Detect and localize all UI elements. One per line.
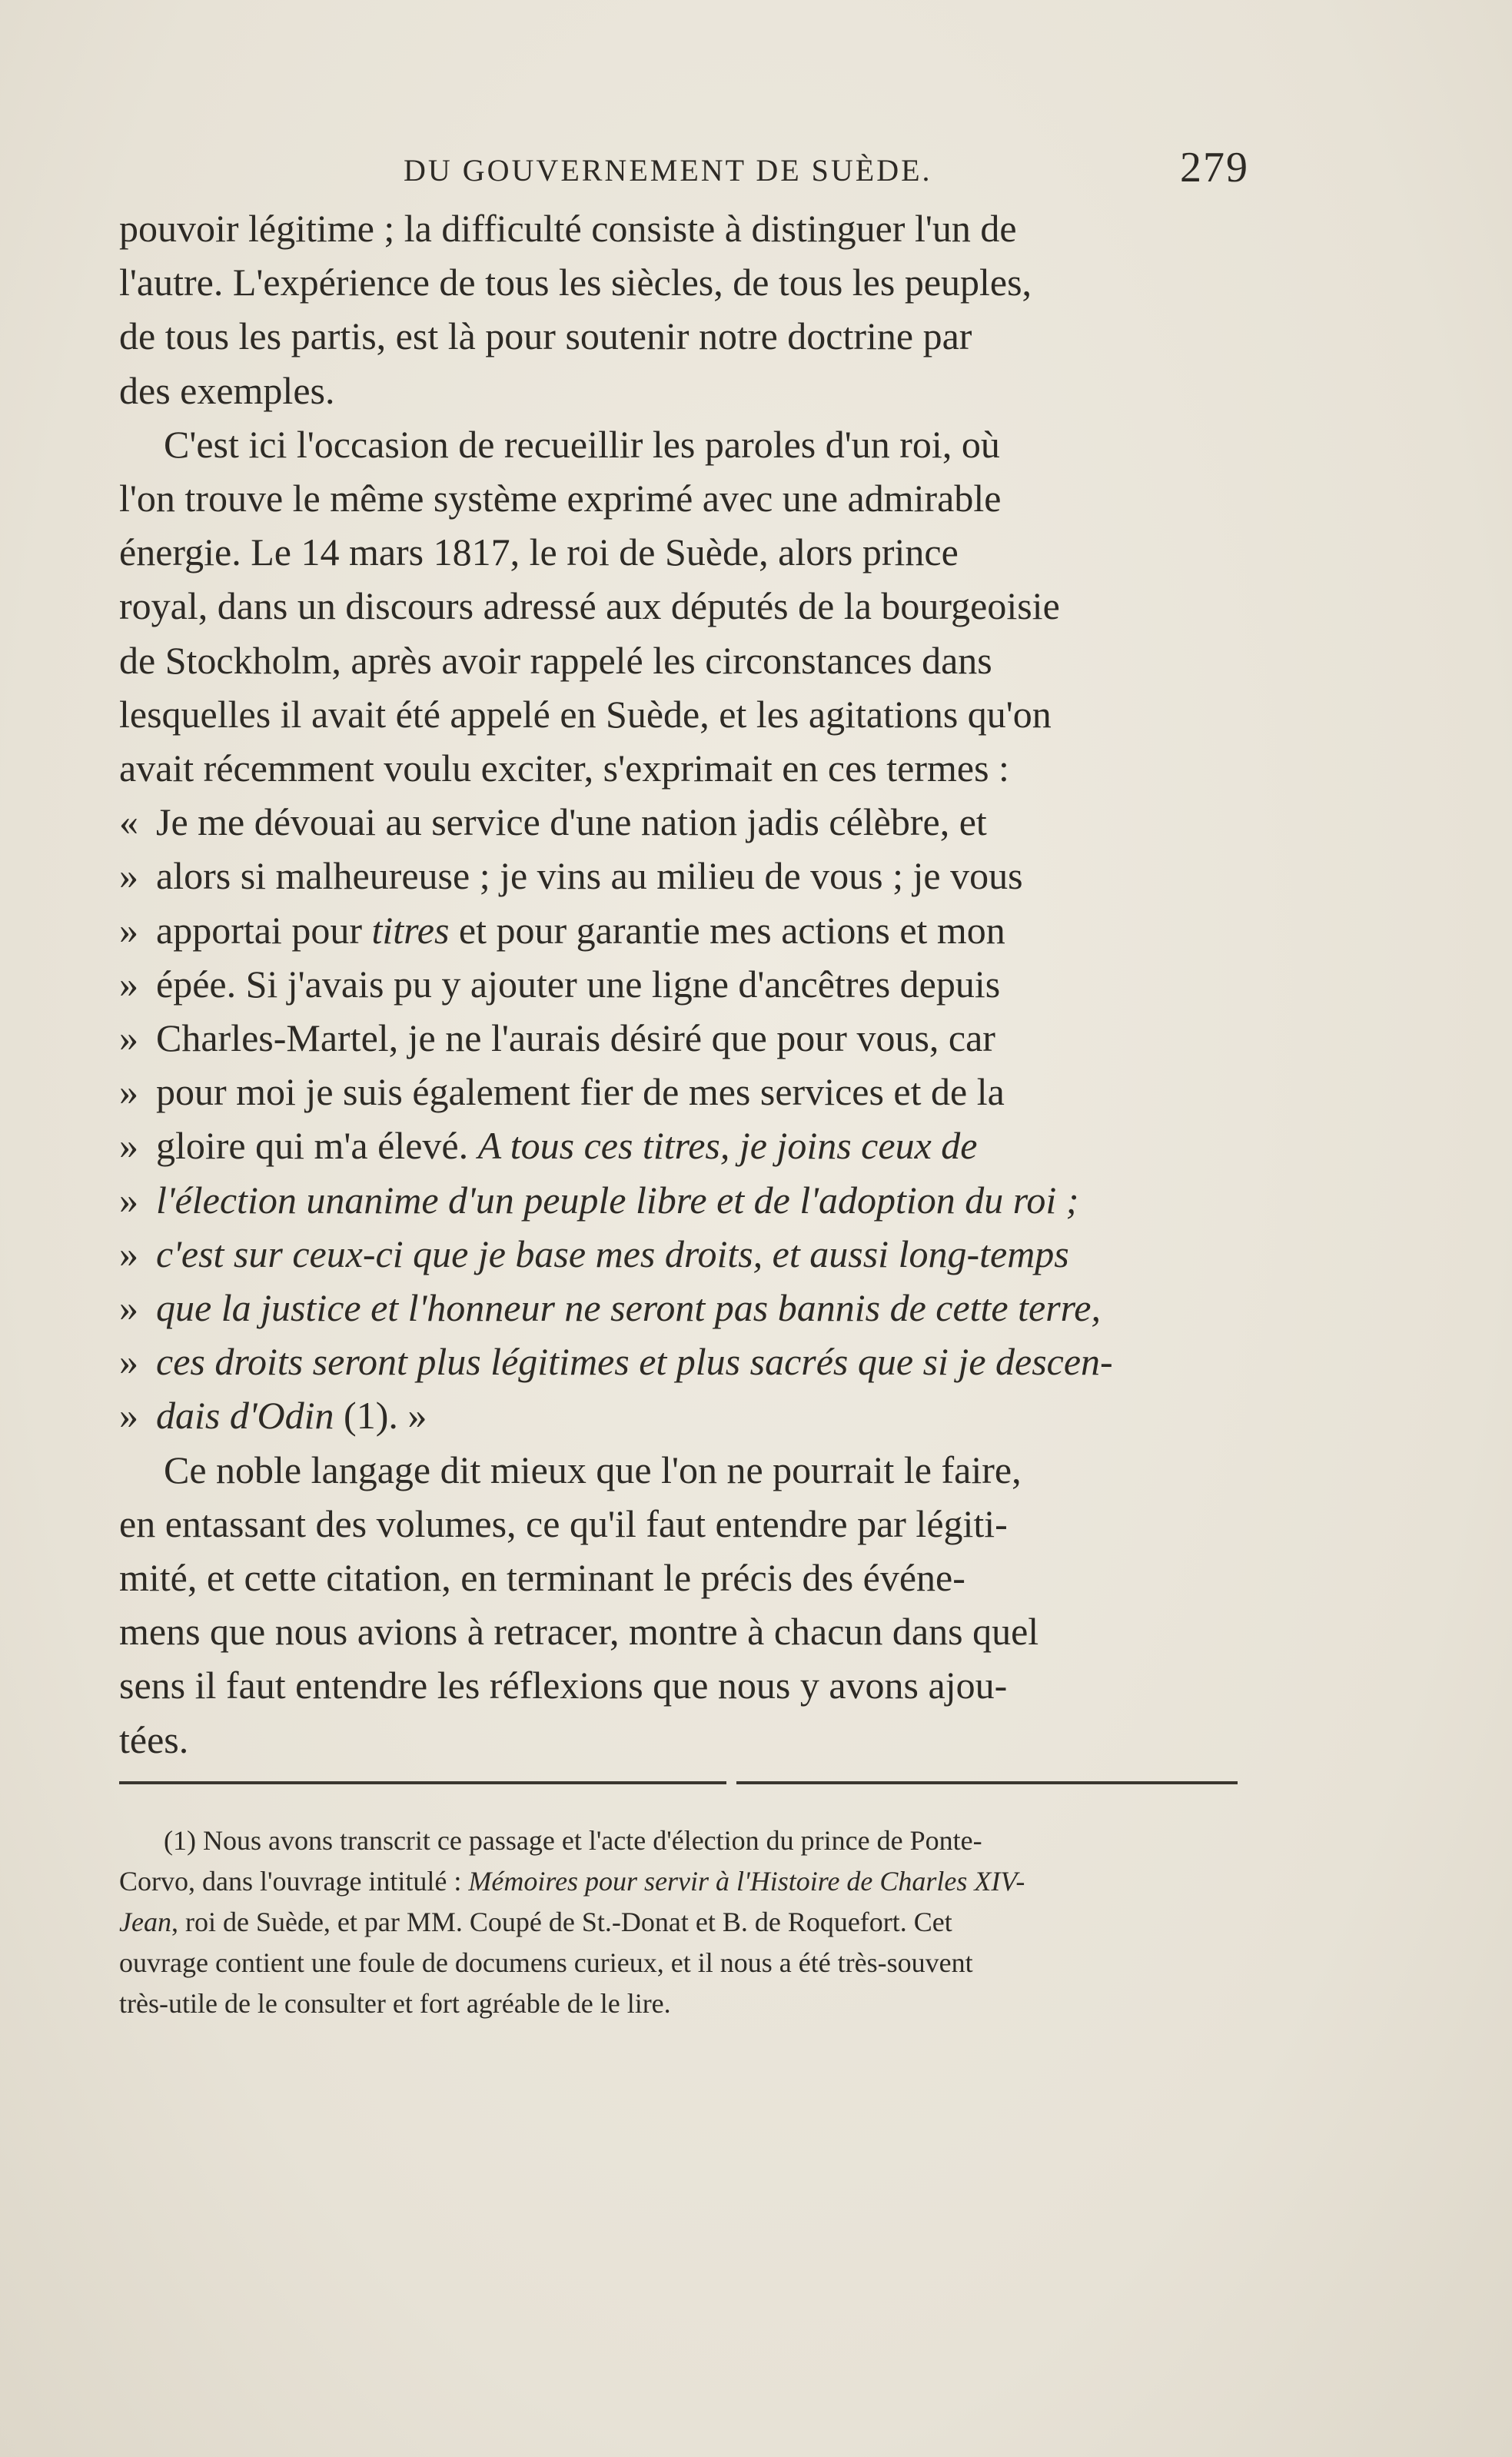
body-text bbox=[119, 201, 1238, 1767]
footnote-reference: (1). » bbox=[334, 1394, 427, 1438]
quote-mark: » bbox=[119, 1232, 138, 1275]
text-line: de Stockholm, après avoir rappelé les circonstances dans bbox=[119, 638, 992, 682]
quote-mark: » bbox=[119, 854, 138, 898]
footnote-separator-right bbox=[736, 1781, 1238, 1784]
quote-line bbox=[119, 1173, 1238, 1227]
quote-mark: » bbox=[119, 962, 138, 1006]
running-head: DU GOUVERNEMENT DE SUÈDE. bbox=[404, 153, 932, 188]
footnote-line: (1) Nous avons transcrit ce passage et l'acte d'élection du prince de Ponte- bbox=[164, 1825, 982, 1856]
quote-mark: » bbox=[119, 1070, 138, 1114]
text-line: de tous les partis, est là pour soutenir notre doctrine par bbox=[119, 314, 972, 358]
text-line: mens que nous avions à retracer, montre à chacun dans quel bbox=[119, 1610, 1039, 1654]
paragraph-1 bbox=[119, 201, 1238, 417]
quote-mark: » bbox=[119, 1286, 138, 1330]
quotation bbox=[119, 795, 1238, 1442]
quote-mark: » bbox=[119, 1124, 138, 1168]
quote-line bbox=[119, 1388, 1238, 1442]
quote-mark: » bbox=[119, 1016, 138, 1060]
quote-text: Je me dévouai au service d'une nation jadis célèbre, et bbox=[156, 800, 987, 844]
quote-line bbox=[119, 903, 1238, 957]
footnote-text: Corvo, dans l'ouvrage intitulé : bbox=[119, 1866, 469, 1897]
text-line: l'autre. L'expérience de tous les siècles, de tous les peuples, bbox=[119, 261, 1032, 304]
quote-line bbox=[119, 1065, 1238, 1119]
quote-text: gloire qui m'a élevé. bbox=[156, 1124, 478, 1168]
paragraph-3 bbox=[119, 1443, 1238, 1767]
text-line: des exemples. bbox=[119, 368, 335, 412]
quote-mark: « bbox=[119, 800, 138, 844]
quote-text-italic: A tous ces titres, je joins ceux de bbox=[477, 1124, 978, 1168]
quote-text: Charles-Martel, je ne l'aurais désiré que pour vous, car bbox=[156, 1016, 995, 1060]
text-line: C'est ici l'occasion de recueillir les paroles d'un roi, où bbox=[164, 422, 1000, 466]
footnote-line bbox=[119, 1902, 1238, 1943]
quote-line bbox=[119, 957, 1238, 1011]
quote-line bbox=[119, 1227, 1238, 1281]
quote-text-italic: ces droits seront plus légitimes et plus sacrés que si je descen- bbox=[156, 1340, 1113, 1384]
footnote-text: , roi de Suède, et par MM. Coupé de St.-Donat et B. de Roquefort. Cet bbox=[171, 1907, 952, 1937]
quote-text: pour moi je suis également fier de mes services et de la bbox=[156, 1070, 1005, 1114]
book-title: Mémoires pour servir à l'Histoire de Charles XIV- bbox=[468, 1866, 1025, 1897]
quote-line bbox=[119, 849, 1238, 903]
quote-mark: » bbox=[119, 908, 138, 952]
text-line: avait récemment voulu exciter, s'exprimait en ces termes : bbox=[119, 746, 1009, 790]
quote-text-italic: que la justice et l'honneur ne seront pas bannis de cette terre, bbox=[156, 1286, 1101, 1330]
quote-mark: » bbox=[119, 1394, 138, 1438]
quote-line bbox=[119, 1281, 1238, 1335]
text-line: énergie. Le 14 mars 1817, le roi de Suède, alors prince bbox=[119, 530, 959, 574]
quote-text-italic: c'est sur ceux-ci que je base mes droits, et aussi long-temps bbox=[156, 1232, 1069, 1275]
quote-text-italic: titres bbox=[371, 908, 450, 952]
text-line: mité, et cette citation, en terminant le précis des événe- bbox=[119, 1556, 965, 1600]
footnote-line: ouvrage contient une foule de documens curieux, et il nous a été très-souvent bbox=[119, 1947, 973, 1978]
text-line: tées. bbox=[119, 1717, 189, 1761]
footnote-line: très-utile de le consulter et fort agréable de le lire. bbox=[119, 1988, 671, 2019]
quote-text: et pour garantie mes actions et mon bbox=[449, 908, 1005, 952]
quote-text: apportai pour bbox=[156, 908, 372, 952]
text-line: Ce noble langage dit mieux que l'on ne pourrait le faire, bbox=[164, 1448, 1022, 1491]
paragraph-2 bbox=[119, 417, 1238, 795]
footnote bbox=[119, 1820, 1238, 2024]
page-number: 279 bbox=[1180, 144, 1249, 191]
quote-line bbox=[119, 1335, 1238, 1388]
quote-line bbox=[119, 1119, 1238, 1172]
text-line: l'on trouve le même système exprimé avec une admirable bbox=[119, 477, 1002, 520]
footnote-line bbox=[119, 1861, 1238, 1902]
quote-text-italic: dais d'Odin bbox=[156, 1394, 334, 1438]
book-title: Jean bbox=[119, 1907, 171, 1937]
quote-mark: » bbox=[119, 1340, 138, 1384]
page-header bbox=[404, 143, 1249, 197]
text-line: royal, dans un discours adressé aux députés de la bourgeoisie bbox=[119, 584, 1060, 628]
quote-text-italic: l'élection unanime d'un peuple libre et de l'adoption du roi ; bbox=[156, 1178, 1079, 1222]
quote-line bbox=[119, 795, 1238, 849]
text-line: sens il faut entendre les réflexions que nous y avons ajou- bbox=[119, 1664, 1008, 1707]
quote-text: épée. Si j'avais pu y ajouter une ligne d'ancêtres depuis bbox=[156, 962, 1001, 1006]
text-line: pouvoir légitime ; la difficulté consiste à distinguer l'un de bbox=[119, 207, 1017, 250]
text-line: lesquelles il avait été appelé en Suède, et les agitations qu'on bbox=[119, 692, 1052, 736]
footnote-separator-left bbox=[119, 1781, 726, 1784]
quote-line bbox=[119, 1011, 1238, 1065]
text-line: en entassant des volumes, ce qu'il faut entendre par légiti- bbox=[119, 1501, 1008, 1545]
quote-text: alors si malheureuse ; je vins au milieu de vous ; je vous bbox=[156, 854, 1023, 898]
quote-mark: » bbox=[119, 1178, 138, 1222]
